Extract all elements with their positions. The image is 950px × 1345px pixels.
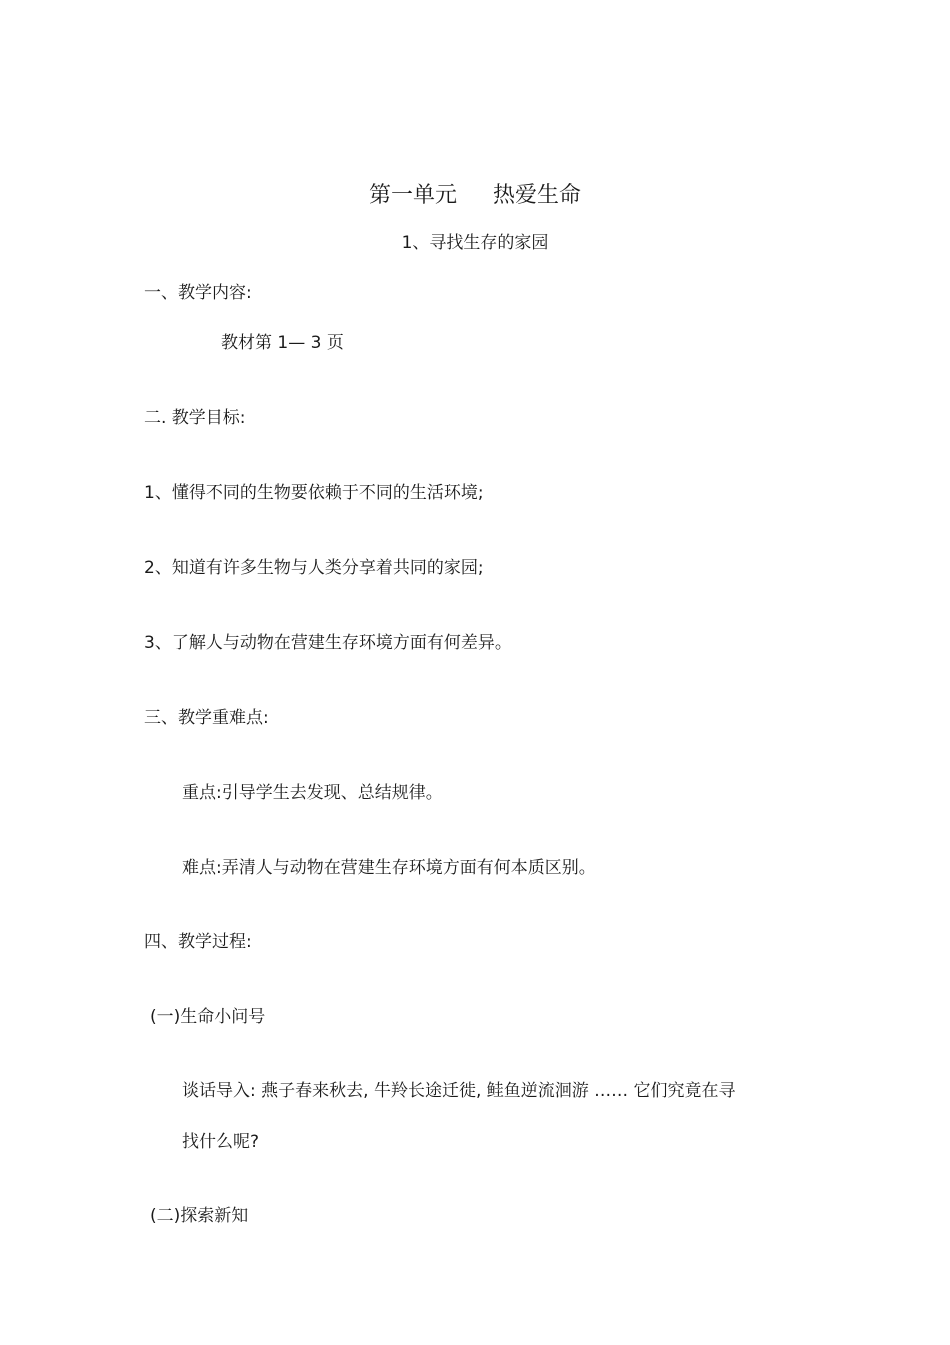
difficult-point-text: 难点:弄清人与动物在营建生存环境方面有何本质区别。 — [182, 858, 596, 878]
step-heading-1: (一)生命小问号 — [150, 1007, 266, 1027]
goal-item-1: 1、懂得不同的生物要依赖于不同的生活环境; — [144, 483, 484, 503]
goal-item-2: 2、知道有许多生物与人类分享着共同的家园; — [144, 558, 484, 578]
section-heading-key-points: 三、教学重难点: — [144, 708, 269, 728]
section-heading-process: 四、教学过程: — [144, 932, 252, 952]
lesson-title: 1、寻找生存的家园 — [401, 233, 549, 253]
content-text: 教材第 1— 3 页 — [221, 333, 344, 353]
step-1-text-line-1: 谈话导入: 燕子春来秋去, 牛羚长途迁徙, 鲑鱼逆流洄游 …… 它们究竟在寻 — [182, 1081, 736, 1101]
title-theme: 热爱生命 — [493, 183, 582, 208]
page-title — [0, 181, 950, 211]
title-unit: 第一单元 — [368, 183, 457, 208]
goal-item-3: 3、了解人与动物在营建生存环境方面有何差异。 — [144, 633, 512, 653]
step-heading-2: (二)探索新知 — [150, 1206, 249, 1226]
step-1-text-line-2: 找什么呢? — [182, 1132, 260, 1152]
key-point-text: 重点:引导学生去发现、总结规律。 — [182, 783, 443, 803]
section-heading-goals: 二. 教学目标: — [144, 408, 246, 428]
section-heading-content: 一、教学内容: — [144, 283, 252, 303]
